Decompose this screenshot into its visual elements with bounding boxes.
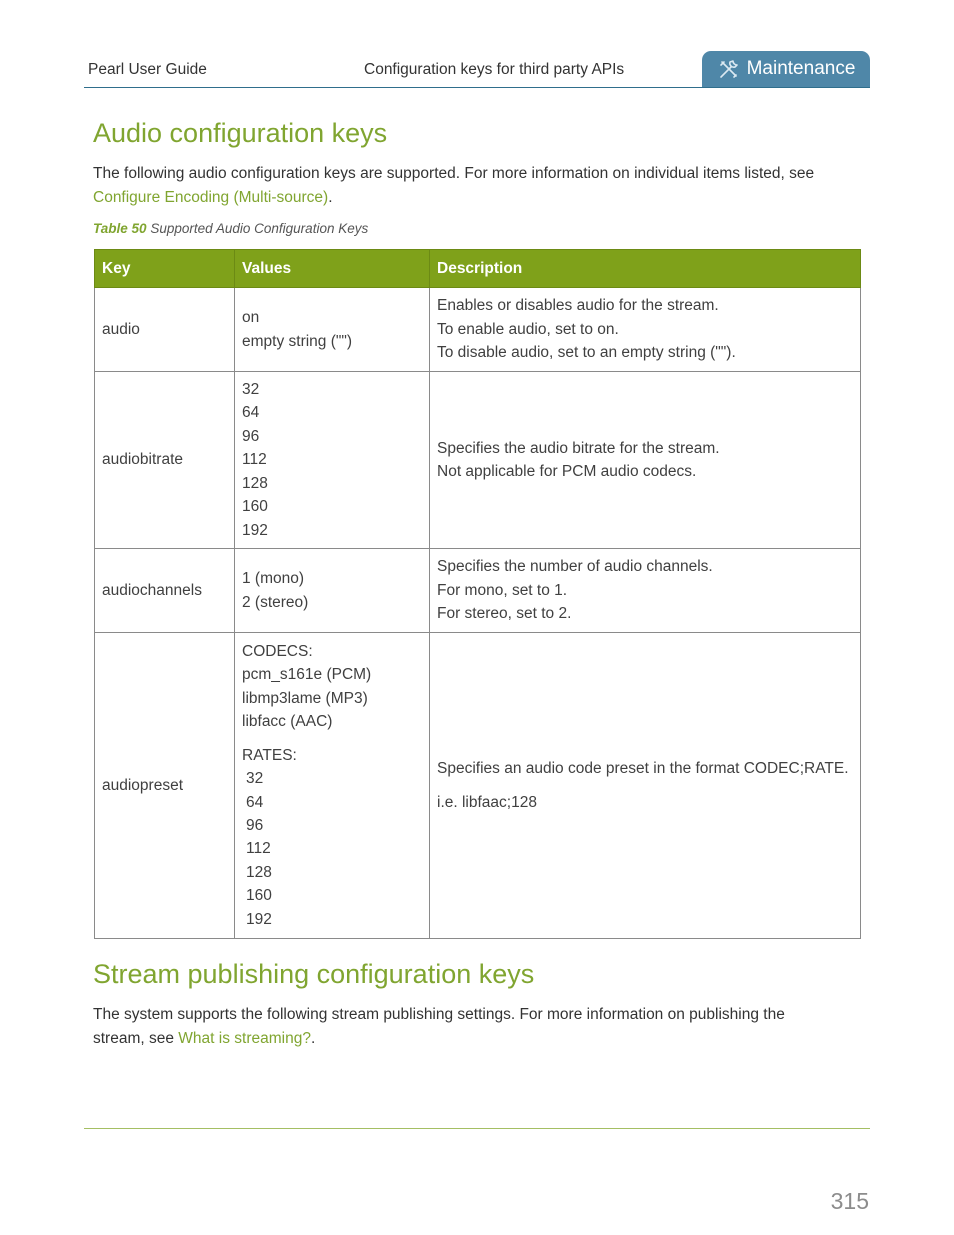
rates-label: RATES: <box>242 746 297 764</box>
table-caption-text: Supported Audio Configuration Keys <box>150 221 369 236</box>
row-description <box>430 633 861 939</box>
description-line: Specifies the audio bitrate for the stream. <box>437 439 720 457</box>
stream-intro-text: The system supports the following stream publishing settings. For more information on publishing the stream, see <box>93 1006 785 1047</box>
row-key: audiopreset <box>95 633 235 939</box>
description-line: Specifies the number of audio channels. <box>437 558 713 576</box>
row-description <box>430 549 861 633</box>
description-line: For stereo, set to 2. <box>437 605 572 623</box>
row-key: audiochannels <box>95 549 235 633</box>
codec-item: pcm_s161e (PCM) <box>242 666 372 684</box>
description-line: Specifies an audio code preset in the format CODEC;RATE. <box>437 760 849 778</box>
value-item: 192 <box>242 521 268 539</box>
rate-item: 32 <box>246 770 264 788</box>
table-row <box>95 549 861 633</box>
row-key: audio <box>95 288 235 372</box>
codecs-label: CODECS: <box>242 643 313 661</box>
row-description <box>430 288 861 372</box>
chapter-tab-label: Maintenance <box>746 58 856 79</box>
col-header-key: Key <box>95 250 235 288</box>
description-line: Enables or disables audio for the stream. <box>437 297 719 315</box>
rate-item: 128 <box>246 863 272 881</box>
value-item: on <box>242 309 260 327</box>
value-item: 96 <box>242 427 260 445</box>
col-header-values: Values <box>235 250 430 288</box>
row-key: audiobitrate <box>95 372 235 549</box>
description-line: To enable audio, set to on. <box>437 320 619 338</box>
audio-config-table <box>94 249 861 939</box>
audio-section-heading: Audio configuration keys <box>93 118 388 148</box>
chapter-tab <box>702 51 870 87</box>
table-caption-number: 50 <box>131 221 147 236</box>
row-values <box>235 549 430 633</box>
configure-encoding-link[interactable]: Configure Encoding (Multi-source) <box>93 188 329 206</box>
value-item: 64 <box>242 404 260 422</box>
footer-divider <box>84 1128 870 1129</box>
table-row <box>95 633 861 939</box>
stream-section-heading: Stream publishing configuration keys <box>93 959 535 989</box>
section-title: Configuration keys for third party APIs <box>364 61 625 78</box>
rate-item: 160 <box>246 887 272 905</box>
col-header-description: Description <box>430 250 861 288</box>
description-line: Not applicable for PCM audio codecs. <box>437 463 697 480</box>
what-is-streaming-link[interactable]: What is streaming? <box>178 1029 311 1047</box>
value-item: empty string ("") <box>242 332 353 350</box>
audio-intro-text: The following audio configuration keys are supported. For more information on individual items listed, see <box>93 165 815 182</box>
rate-item: 64 <box>246 793 264 811</box>
value-item: 128 <box>242 474 268 492</box>
row-values <box>235 288 430 372</box>
description-line: For mono, set to 1. <box>437 581 568 599</box>
description-line: i.e. libfaac;128 <box>437 793 537 811</box>
audio-intro <box>93 162 863 209</box>
value-item: 112 <box>242 451 267 469</box>
rate-item: 112 <box>246 840 271 858</box>
value-item: 2 (stereo) <box>242 593 309 611</box>
rate-item: 192 <box>246 910 272 928</box>
table-header-row <box>95 250 861 288</box>
header-divider <box>84 87 870 88</box>
tools-icon <box>717 58 741 80</box>
table-row <box>95 372 861 549</box>
guide-title: Pearl User Guide <box>88 61 207 78</box>
audio-intro-end: . <box>328 188 333 206</box>
table-caption <box>93 221 368 236</box>
table-caption-label: Table <box>93 221 128 236</box>
description-line: To disable audio, set to an empty string (""). <box>437 344 736 362</box>
row-values <box>235 372 430 549</box>
row-description <box>430 372 861 549</box>
row-values <box>235 633 430 939</box>
value-item: 1 (mono) <box>242 570 305 588</box>
codec-item: libfacc (AAC) <box>242 713 333 731</box>
value-item: 160 <box>242 498 268 516</box>
codec-item: libmp3lame (MP3) <box>242 689 368 707</box>
value-item: 32 <box>242 381 260 399</box>
table-row <box>95 288 861 372</box>
stream-intro-end: . <box>310 1029 316 1047</box>
rate-item: 96 <box>246 816 264 834</box>
stream-intro <box>93 1003 823 1050</box>
page-number: 315 <box>830 1188 869 1214</box>
